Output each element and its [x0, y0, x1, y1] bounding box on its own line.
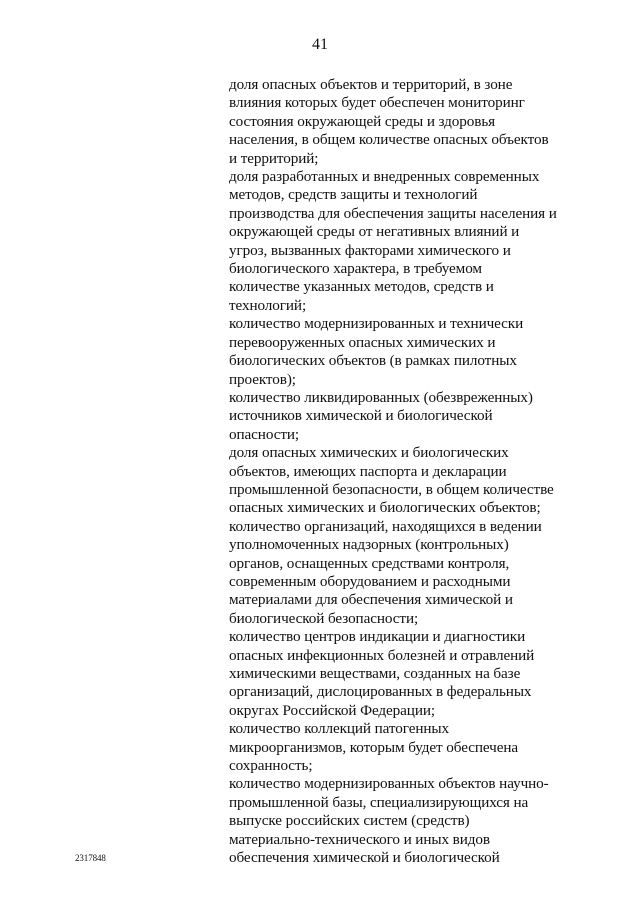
- text-line: окружающей среды от негативных влияний и: [229, 223, 520, 241]
- document-code: 2317848: [75, 853, 106, 863]
- text-line: округах Российской Федерации;: [229, 701, 436, 719]
- text-line: состояния окружающей среды и здоровья: [229, 112, 496, 130]
- text-line: доля опасных химических и биологических: [229, 444, 509, 462]
- text-line: количество ликвидированных (обезвреженных): [229, 388, 533, 406]
- text-line: химическими веществами, созданных на базе: [229, 665, 521, 682]
- text-line: перевооруженных опасных химических и: [229, 333, 496, 351]
- text-line: количестве указанных методов, средств и: [229, 278, 494, 296]
- text-line: количество модернизированных объектов научно-: [229, 775, 549, 793]
- text-line: промышленной безопасности, в общем количестве: [229, 480, 554, 498]
- text-line: доля разработанных и внедренных современных: [229, 168, 540, 186]
- text-line: материалами для обеспечения химической и: [229, 591, 513, 609]
- text-line: современным оборудованием и расходными: [229, 572, 511, 590]
- text-line: биологического характера, в требуемом: [229, 260, 482, 278]
- text-line: угроз, вызванных факторами химического и: [229, 241, 511, 259]
- text-line: количество модернизированных и технически: [229, 315, 524, 333]
- text-line: количество организаций, находящихся в ведении: [229, 517, 542, 535]
- text-line: источников химической и биологической: [229, 407, 493, 425]
- text-line: уполномоченных надзорных (контрольных): [229, 536, 509, 554]
- text-line: материально-технического и иных видов: [229, 830, 490, 848]
- text-line: сохранность;: [229, 757, 313, 775]
- text-line: и территорий;: [229, 149, 319, 167]
- text-line: влияния которых будет обеспечен мониторинг: [229, 94, 525, 112]
- text-line: обеспечения химической и биологической: [229, 849, 500, 867]
- text-line: доля опасных объектов и территорий, в зоне: [229, 76, 513, 93]
- text-line: технологий;: [229, 296, 307, 314]
- text-line: организаций, дислоцированных в федеральных: [229, 683, 532, 701]
- text-line: опасных химических и биологических объектов;: [229, 499, 541, 517]
- text-line: населения, в общем количестве опасных объектов: [229, 131, 549, 149]
- text-line: производства для обеспечения защиты населения и: [229, 204, 557, 222]
- text-line: промышленной базы, специализирующихся на: [229, 793, 529, 811]
- text-line: количество центров индикации и диагностики: [229, 628, 526, 646]
- text-line: биологической безопасности;: [229, 609, 419, 627]
- text-line: органов, оснащенных средствами контроля,: [229, 554, 510, 572]
- text-line: количество коллекций патогенных: [229, 720, 449, 738]
- page-number: 41: [312, 36, 328, 53]
- text-line: методов, средств защиты и технологий: [229, 186, 478, 204]
- text-line: опасности;: [229, 425, 300, 443]
- text-line: объектов, имеющих паспорта и декларации: [229, 462, 507, 480]
- body-text: [229, 76, 569, 867]
- text-line: проектов);: [229, 370, 296, 388]
- text-line: выпуске российских систем (средств): [229, 812, 470, 830]
- text-line: опасных инфекционных болезней и отравлений: [229, 646, 535, 664]
- text-line: микроорганизмов, которым будет обеспечена: [229, 738, 519, 756]
- text-line: биологических объектов (в рамках пилотных: [229, 352, 517, 370]
